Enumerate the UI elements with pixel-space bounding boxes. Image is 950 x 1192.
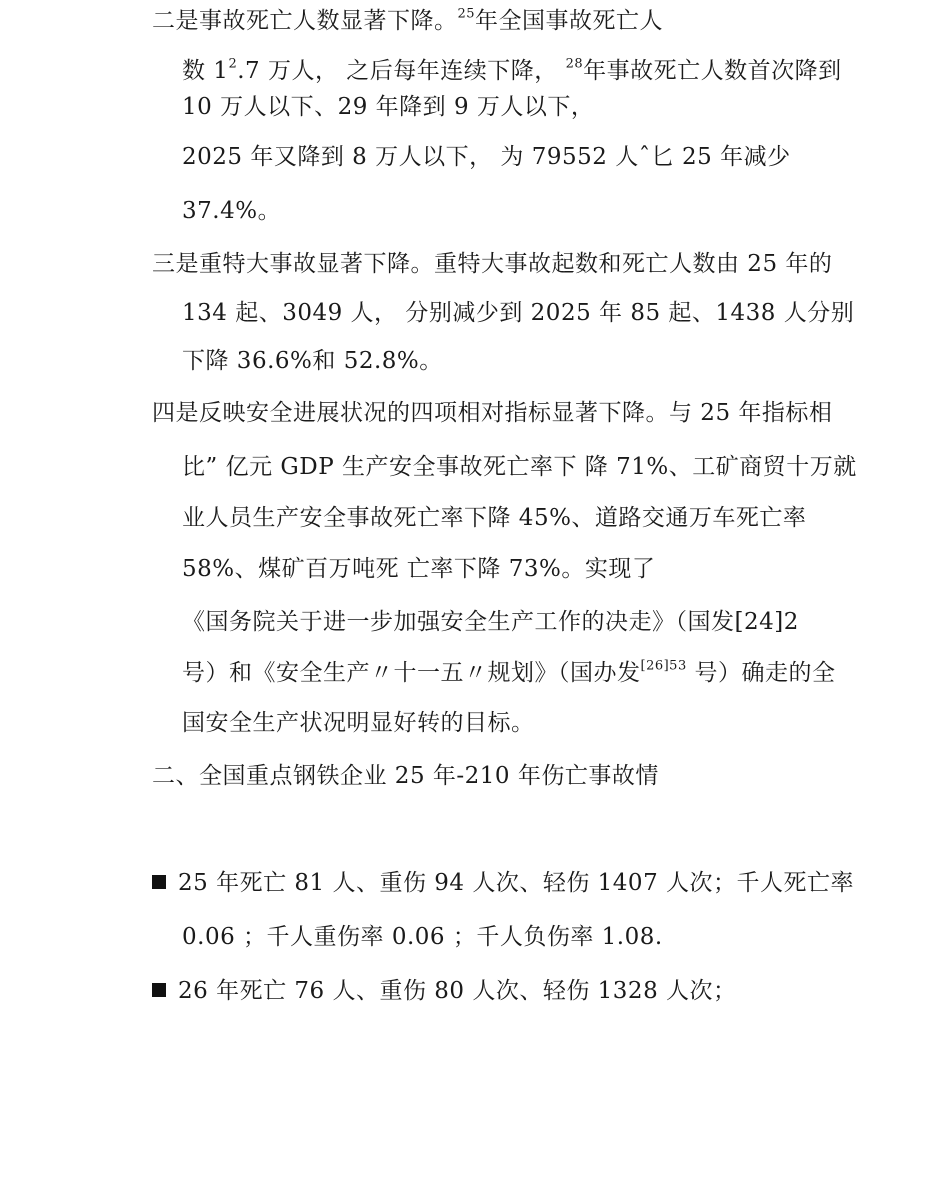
paragraph-3-line-1: 四是反映安全进展状况的四项相对指标显著下降。与 25 年指标相	[152, 400, 833, 426]
superscript: 28	[565, 56, 584, 72]
text-run: 二是事故死亡人数显著下降。	[152, 8, 458, 34]
paragraph-2-line-2: 134 起、3049 人， 分别减少到 2025 年 85 起、1438 人分别	[182, 300, 855, 326]
paragraph-2-line-1: 三是重特大事故显著下降。重特大事故起数和死亡人数由 25 年的	[152, 251, 833, 277]
paragraph-3-line-6	[182, 658, 836, 688]
paragraph-1-line-3: 10 万人以下、29 年降到 9 万人以下，	[182, 94, 595, 120]
paragraph-1-line-5: 37.4%。	[182, 198, 282, 224]
text-run: 号）确走的全	[686, 660, 836, 686]
paragraph-1-line-2	[182, 56, 842, 86]
bullet-item-2-line-1	[152, 976, 737, 1006]
superscript: 2	[228, 56, 238, 72]
bullet-text: 26 年死亡 76 人、重伤 80 人次、轻伤 1328 人次；	[178, 978, 737, 1004]
text-run: 年事故死亡人数首次降到	[583, 58, 842, 84]
text-run: 号）和《安全生产〃十一五〃规划》（国办发	[182, 660, 641, 686]
paragraph-3-line-5: 《国务院关于进一步加强安全生产工作的决走》（国发[24]2	[182, 609, 799, 635]
section-heading: 二、全国重点钢铁企业 25 年-210 年伤亡事故情	[152, 763, 659, 789]
paragraph-3-line-3: 业人员生产安全事故死亡率下降 45%、道路交通万车死亡率	[182, 505, 807, 531]
paragraph-3-line-7: 国安全生产状况明显好转的目标。	[182, 710, 535, 736]
square-bullet-icon	[152, 983, 166, 997]
text-run: 数 1	[182, 58, 229, 84]
text-run: 年全国事故死亡人	[475, 8, 664, 34]
bullet-item-1-line-1	[152, 868, 854, 898]
text-run: .7 万人， 之后每年连续下降，	[237, 58, 566, 84]
bullet-text: 25 年死亡 81 人、重伤 94 人次、轻伤 1407 人次；千人死亡率	[178, 870, 855, 896]
paragraph-3-line-4: 58%、煤矿百万吨死 亡率下降 73%。实现了	[182, 556, 656, 582]
bullet-item-1-line-2: 0.06 ；千人重伤率 0.06 ；千人负伤率 1.08.	[182, 924, 663, 950]
superscript: [26]53	[640, 658, 687, 674]
paragraph-1-line-4: 2025 年又降到 8 万人以下， 为 79552 人ˆ匕 25 年减少	[182, 144, 791, 170]
paragraph-1-line-1	[152, 6, 663, 36]
superscript: 25	[457, 6, 476, 22]
paragraph-3-line-2: 比” 亿元 GDP 生产安全事故死亡率下 降 71%、工矿商贸十万就	[182, 454, 857, 480]
paragraph-2-line-3: 下降 36.6%和 52.8%。	[182, 348, 443, 374]
square-bullet-icon	[152, 875, 166, 889]
